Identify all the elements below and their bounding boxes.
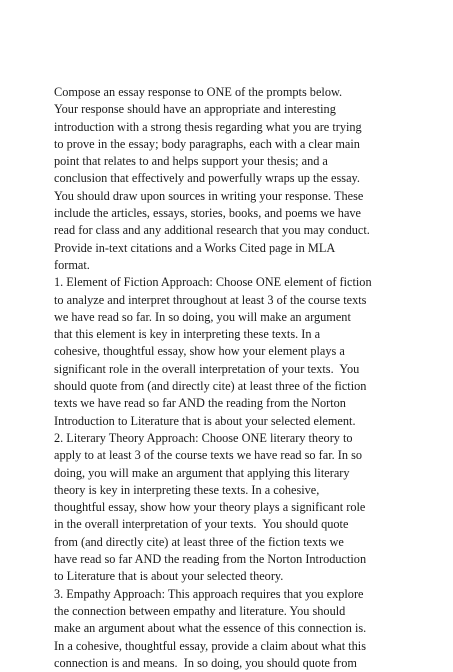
- text-line: to Literature that is about your selected theory.: [54, 569, 284, 584]
- text-line: You should draw upon sources in writing your response. These: [54, 188, 364, 203]
- document-body-text: [54, 84, 434, 672]
- text-line: Compose an essay response to ONE of the prompts below.: [54, 85, 343, 99]
- text-line: theory is key in interpreting these texts. In a cohesive,: [54, 482, 320, 497]
- text-line: format.: [54, 257, 90, 272]
- text-line: include the articles, essays, stories, books, and poems we have: [54, 206, 362, 221]
- text-line: In a cohesive, thoughtful essay, provide a claim about what this: [54, 638, 367, 653]
- text-line: we have read so far. In so doing, you will make an argument: [54, 309, 351, 324]
- text-line: read for class and any additional research that you may conduct.: [54, 223, 370, 238]
- text-line: to prove in the essay; body paragraphs, each with a clear main: [54, 136, 360, 151]
- text-line: 3. Empathy Approach: This approach requires that you explore: [54, 586, 364, 601]
- text-line: point that relates to and helps support your thesis; and a: [54, 154, 328, 169]
- text-line: Introduction to Literature that is about your selected element.: [54, 413, 356, 428]
- text-line: that this element is key in interpreting these texts. In a: [54, 327, 321, 342]
- text-line: to analyze and interpret throughout at least 3 of the course texts: [54, 292, 367, 307]
- text-line: should quote from (and directly cite) at least three of the fiction: [54, 379, 367, 394]
- text-line: have read so far AND the reading from the Norton Introduction: [54, 552, 367, 567]
- text-line: 2. Literary Theory Approach: Choose ONE literary theory to: [54, 430, 353, 445]
- text-line: conclusion that effectively and powerfully wraps up the essay.: [54, 171, 360, 186]
- text-line: 1. Element of Fiction Approach: Choose ONE element of fiction: [54, 275, 372, 290]
- text-line: from (and directly cite) at least three of the fiction texts we: [54, 534, 344, 549]
- text-line: Your response should have an appropriate and interesting: [54, 102, 336, 117]
- text-line: in the overall interpretation of your texts. You should quote: [54, 517, 349, 532]
- text-line: apply to at least 3 of the course texts we have read so far. In so: [54, 448, 363, 463]
- text-line: connection is and means. In so doing, you should quote from: [54, 655, 357, 670]
- text-line: texts we have read so far AND the reading from the Norton: [54, 396, 346, 411]
- text-line: doing, you will make an argument that applying this literary: [54, 465, 350, 480]
- text-line: the connection between empathy and literature. You should: [54, 603, 346, 618]
- text-line: cohesive, thoughtful essay, show how your element plays a: [54, 344, 345, 359]
- text-line: Provide in-text citations and a Works Cited page in MLA: [54, 240, 336, 255]
- text-line: make an argument about what the essence of this connection is.: [54, 621, 367, 636]
- text-line: thoughtful essay, show how your theory plays a significant role: [54, 500, 366, 515]
- text-line: introduction with a strong thesis regarding what you are trying: [54, 119, 362, 134]
- text-line: significant role in the overall interpretation of your texts. You: [54, 361, 360, 376]
